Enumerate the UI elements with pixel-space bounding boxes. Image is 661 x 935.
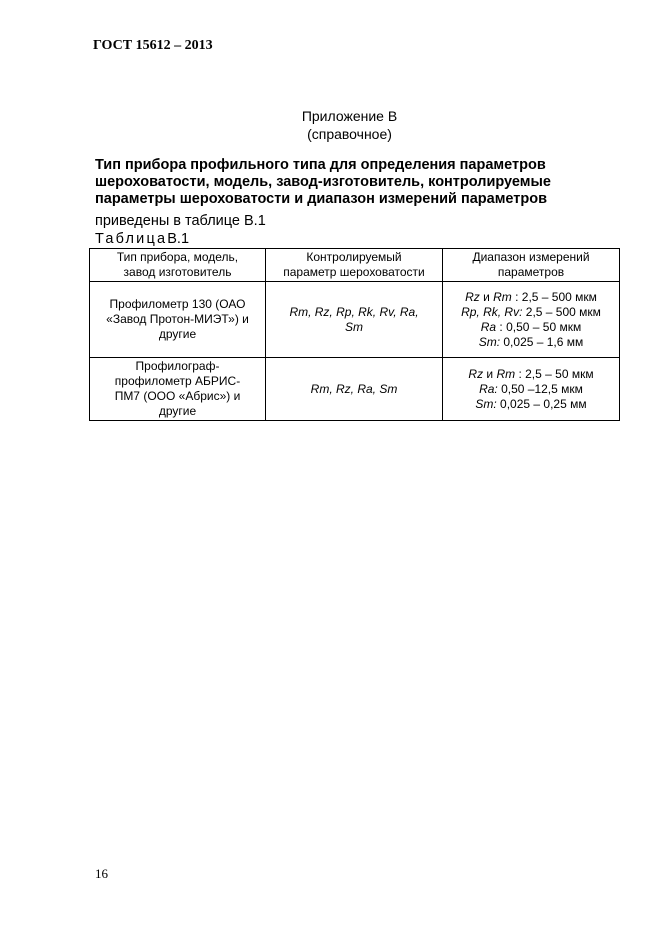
cell-text: Sm	[345, 319, 363, 334]
range-line	[447, 320, 615, 335]
table-caption	[95, 231, 189, 247]
page-number: 16	[95, 866, 108, 881]
param-symbol: Ra	[480, 319, 497, 334]
appendix-title	[0, 108, 661, 124]
param-symbol: Rm	[493, 289, 512, 304]
header-text: параметр шероховатости	[283, 265, 425, 279]
cell-text: «Завод Протон-МИЭТ») и	[106, 312, 249, 326]
cell-text: ПМ7 (ООО «Абрис») и	[114, 389, 241, 403]
range-line	[447, 397, 615, 412]
range-value: 0,025 – 1,6 мм	[500, 334, 584, 349]
cell-text: профилометр АБРИС-	[114, 374, 241, 388]
param-symbol: Rz	[468, 366, 484, 381]
param-symbol: Ra:	[479, 381, 498, 396]
heading-line: Тип прибора профильного типа для определения параметров	[95, 157, 546, 173]
device-cell	[90, 282, 266, 358]
range-value: 2,5 – 500 мкм	[522, 304, 601, 319]
range-cell	[443, 358, 620, 421]
column-header-parameter	[266, 249, 443, 282]
header-text: Тип прибора, модель,	[116, 250, 239, 264]
range-value: : 2,5 – 500 мкм	[511, 289, 597, 304]
intro-text: приведены в таблице В.1	[95, 213, 266, 229]
range-line	[447, 305, 615, 320]
document-header: ГОСТ 15612 – 2013	[93, 38, 213, 53]
param-symbol: Sm:	[478, 334, 501, 349]
heading-line: параметры шероховатости и диапазон измерений параметров	[95, 191, 548, 207]
range-cell	[443, 282, 620, 358]
param-symbol: Rm	[496, 366, 516, 381]
table-row	[90, 358, 620, 421]
conjunction: и	[479, 289, 494, 304]
cell-text: другие	[158, 327, 197, 341]
column-header-device	[90, 249, 266, 282]
range-value: : 0,50 – 50 мкм	[496, 319, 582, 334]
heading-line: шероховатости, модель, завод-изготовитель, контролируемые	[95, 174, 551, 190]
header-text: Контролируемый	[306, 250, 402, 264]
data-table	[89, 248, 620, 421]
range-value: 0,025 – 0,25 мм	[496, 396, 587, 411]
header-text: завод изготовитель	[123, 265, 232, 279]
cell-text: другие	[158, 404, 197, 418]
appendix-subtitle-text: (справочное)	[307, 126, 392, 142]
range-line	[447, 382, 615, 397]
range-line	[447, 367, 615, 382]
column-header-range	[443, 249, 620, 282]
range-line	[447, 335, 615, 350]
range-line	[447, 290, 615, 305]
table-row	[90, 282, 620, 358]
range-value: 0,50 –12,5 мкм	[497, 381, 583, 396]
table-caption-number: В.1	[167, 231, 190, 247]
param-symbol: Rp, Rk, Rv:	[461, 304, 523, 319]
cell-text: Профилограф-	[135, 359, 220, 373]
cell-text: Профилометр 130 (ОАО	[109, 297, 246, 311]
table-header-row	[90, 249, 620, 282]
device-cell	[90, 358, 266, 421]
parameter-cell	[266, 282, 443, 358]
param-symbol: Rz	[465, 289, 480, 304]
param-symbol: Sm:	[475, 396, 497, 411]
header-text: параметров	[497, 265, 565, 279]
cell-text: Rm, Rz, Ra, Sm	[310, 381, 398, 396]
section-heading	[95, 157, 615, 208]
conjunction: и	[483, 366, 497, 381]
appendix-title-text: Приложение В	[301, 108, 398, 124]
parameter-cell	[266, 358, 443, 421]
header-text: Диапазон измерений	[472, 250, 590, 264]
appendix-subtitle	[0, 126, 661, 142]
cell-text: Rm, Rz, Rp, Rk, Rv, Ra,	[289, 304, 419, 319]
table-caption-word: Таблица	[95, 231, 168, 247]
range-value: : 2,5 – 50 мкм	[515, 366, 594, 381]
